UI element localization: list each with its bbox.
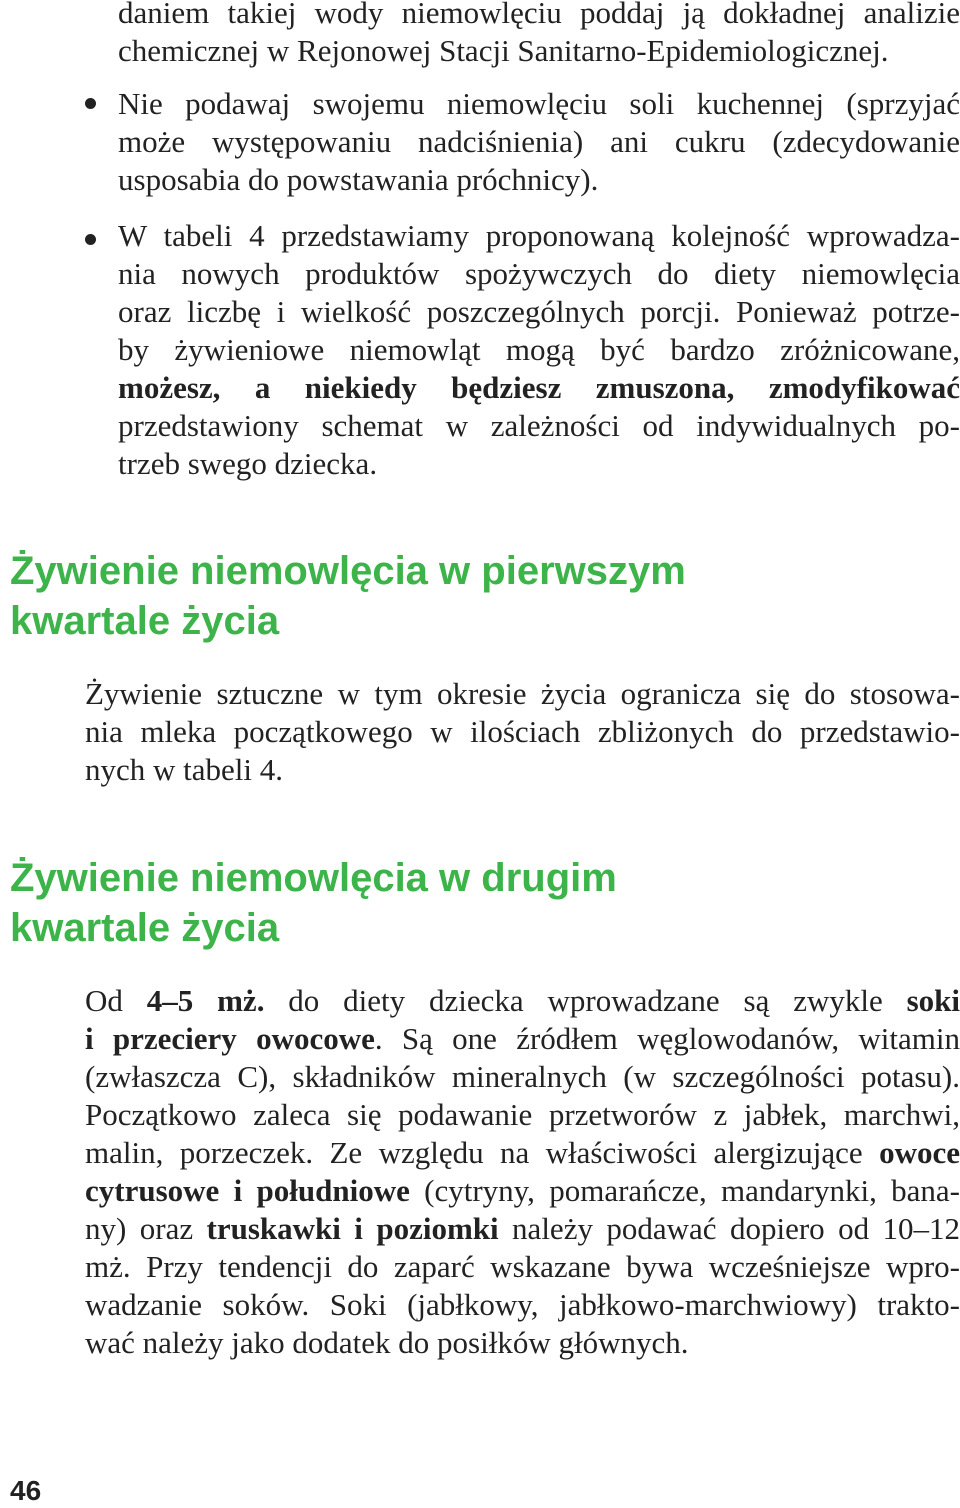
section-heading: kwartale życia (10, 906, 280, 950)
text-line: może występowaniu nadciśnienia) ani cukru (zdecydowanie (118, 124, 960, 159)
text-line: Nie podawaj swojemu niemowlęciu soli kuchennej (sprzyjać (118, 86, 960, 121)
text-line: Od 4–5 mż. do diety dziecka wprowadzane są zwykle soki (85, 983, 960, 1018)
text-line: chemicznej w Rejonowej Stacji Sanitarno-Epidemiologicznej. (118, 33, 889, 68)
text-line: (zwłaszcza C), składników mineralnych (w szczególności potasu). (85, 1059, 960, 1094)
section-heading: Żywienie niemowlęcia w pierwszym (10, 549, 686, 593)
text-line: oraz liczbę i wielkość poszczególnych porcji. Ponieważ potrze- (118, 294, 960, 329)
text-line: wać należy jako dodatek do posiłków głównych. (85, 1325, 689, 1360)
text-line: nia mleka początkowego w ilościach zbliżonych do przedstawio- (85, 714, 960, 749)
text-line: daniem takiej wody niemowlęciu poddaj ją dokładnej analizie (118, 0, 960, 30)
bold-text-line: możesz, a niekiedy będziesz zmuszona, zmodyfikować (118, 370, 960, 405)
text-line: by żywieniowe niemowląt mogą być bardzo zróżnicowane, (118, 332, 960, 367)
text-line: nia nowych produktów spożywczych do diety niemowlęcia (118, 256, 960, 291)
text-line: wadzanie soków. Soki (jabłkowy, jabłkowo-marchwiowy) trakto- (85, 1287, 960, 1322)
text-line: W tabeli 4 przedstawiamy proponowaną kolejność wprowadza- (118, 218, 960, 253)
bullet-icon (85, 98, 96, 109)
text-line: nych w tabeli 4. (85, 752, 284, 787)
page-number: 46 (10, 1475, 42, 1506)
text-line: Żywienie sztuczne w tym okresie życia ogranicza się do stosowa- (85, 676, 960, 711)
text-line: ny) oraz truskawki i poziomki należy podawać dopiero od 10–12 (85, 1211, 960, 1246)
text-line: i przeciery owocowe. Są one źródłem węglowodanów, witamin (85, 1021, 960, 1056)
text-line: usposabia do powstawania próchnicy). (118, 162, 599, 197)
bullet-icon (85, 234, 96, 245)
text-line: cytrusowe i południowe (cytryny, pomarańcze, mandarynki, bana- (85, 1173, 960, 1208)
text-line: trzeb swego dziecka. (118, 446, 378, 481)
text-line: mż. Przy tendencji do zaparć wskazane bywa wcześniejsze wpro- (85, 1249, 960, 1284)
text-line: przedstawiony schemat w zależności od indywidualnych po- (118, 408, 960, 443)
text-line: Początkowo zaleca się podawanie przetworów z jabłek, marchwi, (85, 1097, 960, 1132)
section-heading: kwartale życia (10, 599, 280, 643)
text-line: malin, porzeczek. Ze względu na właściwości alergizujące owoce (85, 1135, 960, 1170)
section-heading: Żywienie niemowlęcia w drugim (10, 856, 617, 900)
